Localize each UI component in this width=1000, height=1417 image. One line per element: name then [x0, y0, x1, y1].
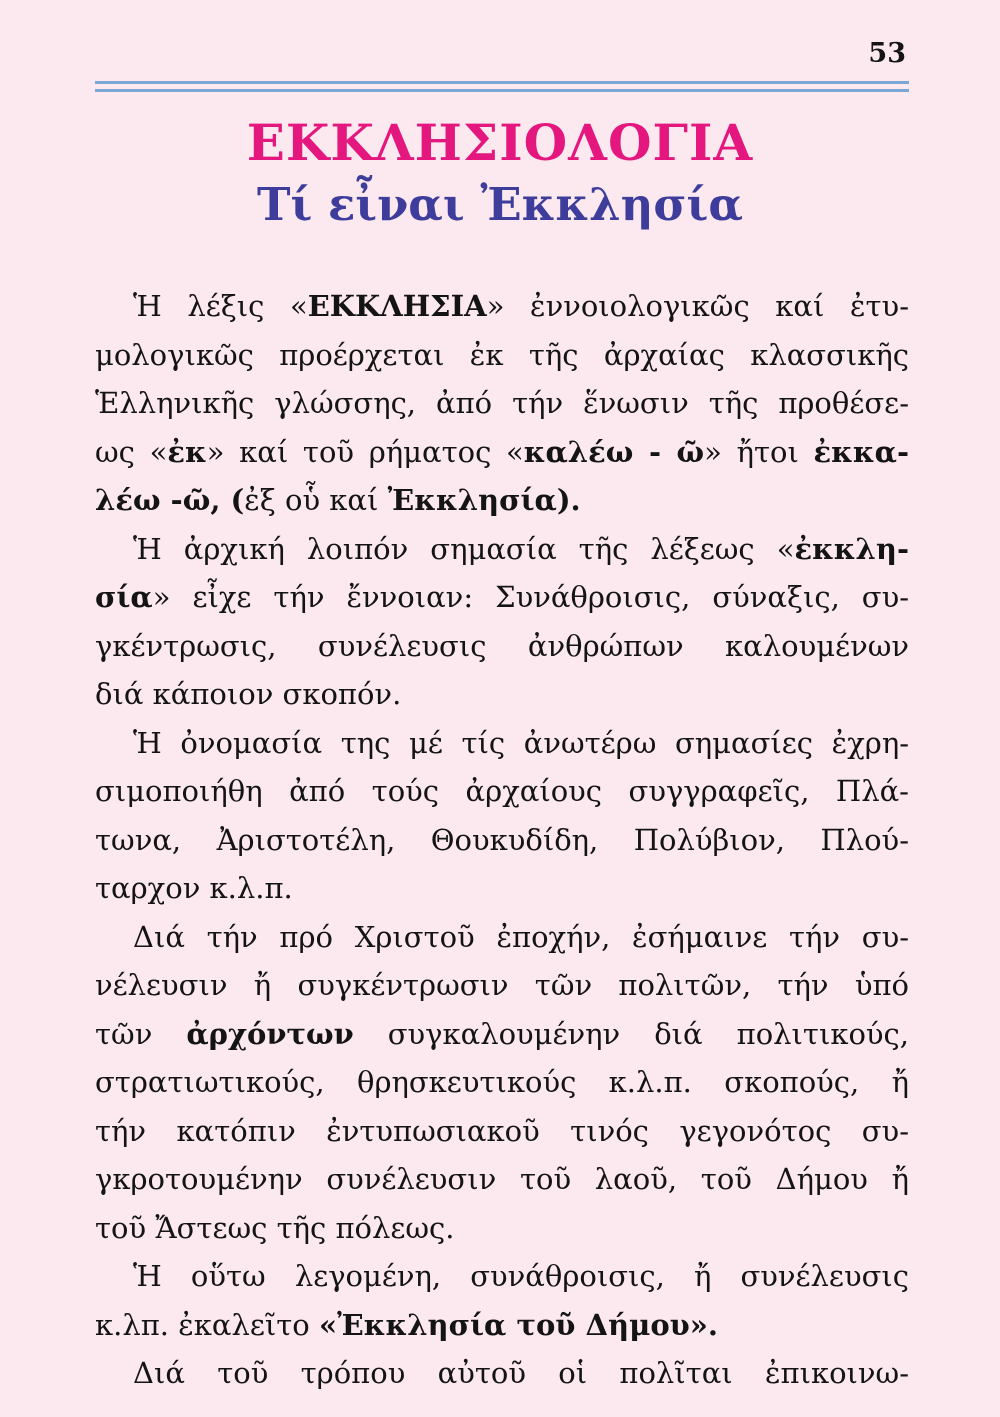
text-line — [95, 719, 909, 768]
text-run: Διά τήν πρό Χριστοῦ ἐποχήν, ἐσήμαινε τήν συ- — [133, 919, 909, 954]
text-run: τῶν — [95, 1016, 187, 1051]
text-run: τήν κατόπιν ἐντυπωσιακοῦ τινός γεγονότος συ- — [95, 1113, 909, 1148]
bold-text: ἐκκλη- — [794, 531, 909, 566]
bold-text: , ( — [210, 483, 245, 517]
text-run: γκροτουμένην συνέλευσιν τοῦ λαοῦ, τοῦ Δήμου ἤ — [95, 1162, 909, 1196]
text-line — [95, 1010, 909, 1059]
text-line — [95, 961, 909, 1010]
text-run: νέλευσιν ἤ συγκέντρωσιν τῶν πολιτῶν, τήν ὑπό — [95, 968, 909, 1002]
text-line — [95, 670, 909, 719]
text-run: συγκαλουμένην διά πολιτικούς, — [353, 1016, 909, 1051]
bold-text: «Ἐκκλησία τοῦ Δήμου». — [319, 1307, 719, 1342]
text-run: ἐξ οὗ καί — [244, 483, 388, 517]
page-number: 53 — [868, 38, 906, 69]
text-run: στρατιωτικούς, θρησκευτικούς κ.λ.π. σκοπούς, ἤ — [95, 1065, 909, 1099]
text-line — [95, 1107, 909, 1156]
bold-text: καλέω - ῶ — [523, 434, 705, 469]
bold-text: σία — [95, 580, 153, 614]
text-run: ως « — [95, 434, 168, 469]
text-line — [95, 1204, 909, 1253]
chapter-title: ΕΚΚΛΗΣΙΟΛΟΓΙΑ — [246, 113, 754, 172]
text-run: Ἡ λέξις « — [133, 289, 308, 323]
text-run: κ.λπ. ἐκαλεῖτο — [95, 1307, 319, 1342]
text-line — [95, 379, 909, 428]
bold-text: ΕΚΚΛΗΣΙΑ — [307, 289, 487, 323]
text-run: τοῦ Ἄστεως τῆς πόλεως. — [95, 1210, 455, 1245]
text-line — [95, 767, 909, 816]
text-run: » ἤτοι — [704, 434, 814, 469]
text-line — [95, 1349, 909, 1398]
bold-text: Ἐκκλησία). — [387, 483, 581, 517]
text-line — [95, 622, 909, 671]
text-line — [95, 913, 909, 962]
text-line — [95, 331, 909, 380]
text-run: τωνα, Ἀριστοτέλη, Θουκυδίδη, Πολύβιον, Πλού- — [95, 822, 909, 857]
text-line — [95, 816, 909, 865]
section-subtitle: Τί εἶναι Ἐκκλησία — [257, 178, 743, 231]
text-line — [95, 1155, 909, 1204]
text-run: » καί τοῦ ρήματος « — [206, 434, 524, 469]
text-run: ταρχον κ.λ.π. — [95, 871, 293, 905]
header-rule-top — [95, 81, 909, 84]
text-run: μολογικῶς προέρχεται ἐκ τῆς ἀρχαίας κλασσικῆς — [95, 337, 909, 372]
text-run: διά κάποιον σκοπόν. — [95, 677, 402, 711]
body-text — [95, 282, 909, 1398]
bold-text: ἀρχόντων — [186, 1016, 354, 1051]
header-rule-bottom — [95, 89, 909, 92]
text-line — [95, 282, 909, 331]
text-line — [95, 573, 909, 622]
text-line — [95, 1301, 909, 1350]
text-line — [95, 476, 909, 525]
text-run: » εἶχε τήν ἔννοιαν: Συνάθροισις, σύναξις, συ- — [152, 580, 909, 614]
text-run: Διά τοῦ τρόπου αὐτοῦ οἱ πολῖται ἐπικοινω- — [133, 1356, 909, 1390]
text-run: σιμοποιήθη ἀπό τούς ἀρχαίους συγγραφεῖς, Πλά- — [95, 774, 909, 808]
text-run: Ἡ ἀρχική λοιπόν σημασία τῆς λέξεως « — [133, 531, 795, 566]
text-run: Ἡ οὕτω λεγομένη, συνάθροισις, ἤ συνέλευσις — [133, 1259, 909, 1293]
text-line — [95, 525, 909, 574]
text-run: Ἡ ὀνομασία της μέ τίς ἀνωτέρω σημασίες ἐχρη- — [133, 725, 909, 760]
text-line — [95, 1058, 909, 1107]
text-run: Ἑλληνικῆς γλώσσης, ἀπό τήν ἕνωσιν τῆς προθέσε- — [95, 386, 909, 420]
bold-text: λέω -ῶ — [95, 483, 211, 517]
text-line — [95, 1252, 909, 1301]
text-run: » ἐννοιολογικῶς καί ἐτυ- — [486, 289, 909, 323]
text-line — [95, 864, 909, 913]
text-line — [95, 428, 909, 477]
text-run: γκέντρωσις, συνέλευσις ἀνθρώπων καλουμένων — [95, 628, 909, 663]
bold-text: ἐκ — [167, 434, 207, 469]
bold-text: ἐκκα- — [813, 434, 909, 469]
